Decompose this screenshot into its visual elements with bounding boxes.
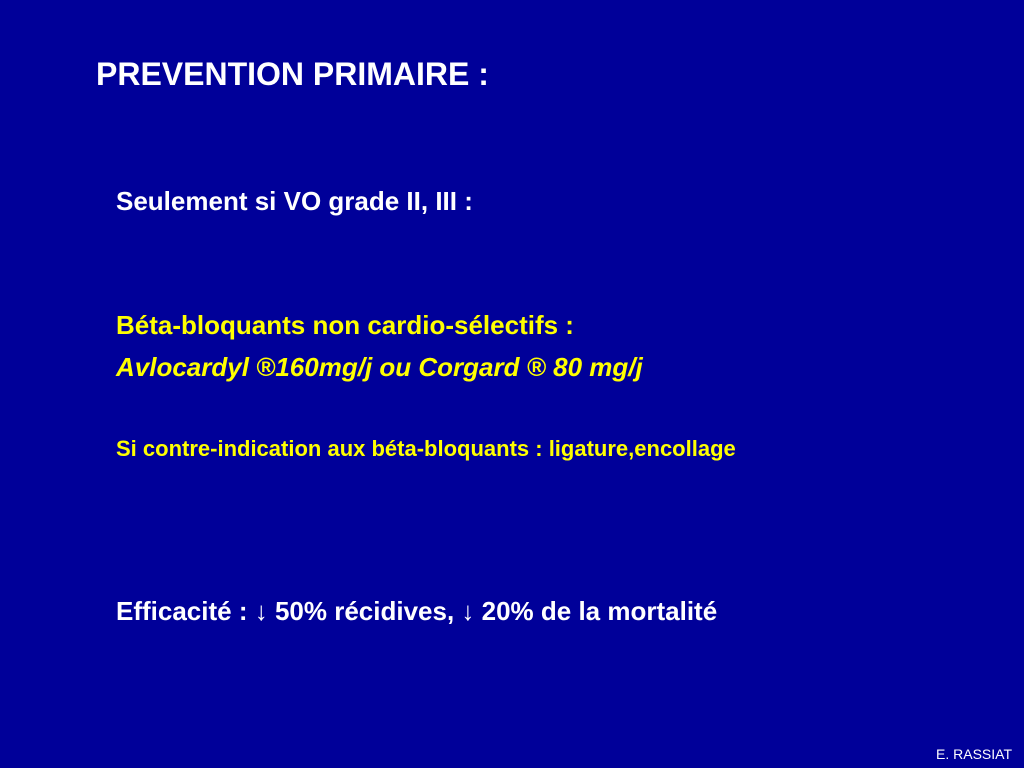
treatment-drugs [116, 352, 643, 383]
down-arrow-icon: ↓ [254, 596, 268, 626]
efficacy-label: Efficacité : [116, 596, 255, 626]
corgard-dose: 80 mg/j [545, 352, 643, 382]
slide-title: PREVENTION PRIMAIRE : [96, 56, 489, 92]
condition-text: Seulement si VO grade II, III : [116, 186, 473, 216]
drug-corgard: 160mg/j ou Corgard [275, 352, 527, 382]
registered-mark-icon: ® [526, 352, 546, 382]
registered-mark-icon: ® [256, 352, 276, 382]
efficacy-mortalite: 20% de la mortalité [474, 596, 718, 626]
author-footer: E. RASSIAT [936, 746, 1012, 762]
treatment-heading: Béta-bloquants non cardio-sélectifs : [116, 310, 574, 340]
efficacy-recidives: 50% récidives, [267, 596, 462, 626]
efficacy-text [116, 596, 717, 627]
contraindication-text: Si contre-indication aux béta-bloquants : ligature,encollage [116, 436, 736, 461]
drug-avlocardyl: Avlocardyl [116, 352, 257, 382]
down-arrow-icon: ↓ [461, 596, 475, 626]
